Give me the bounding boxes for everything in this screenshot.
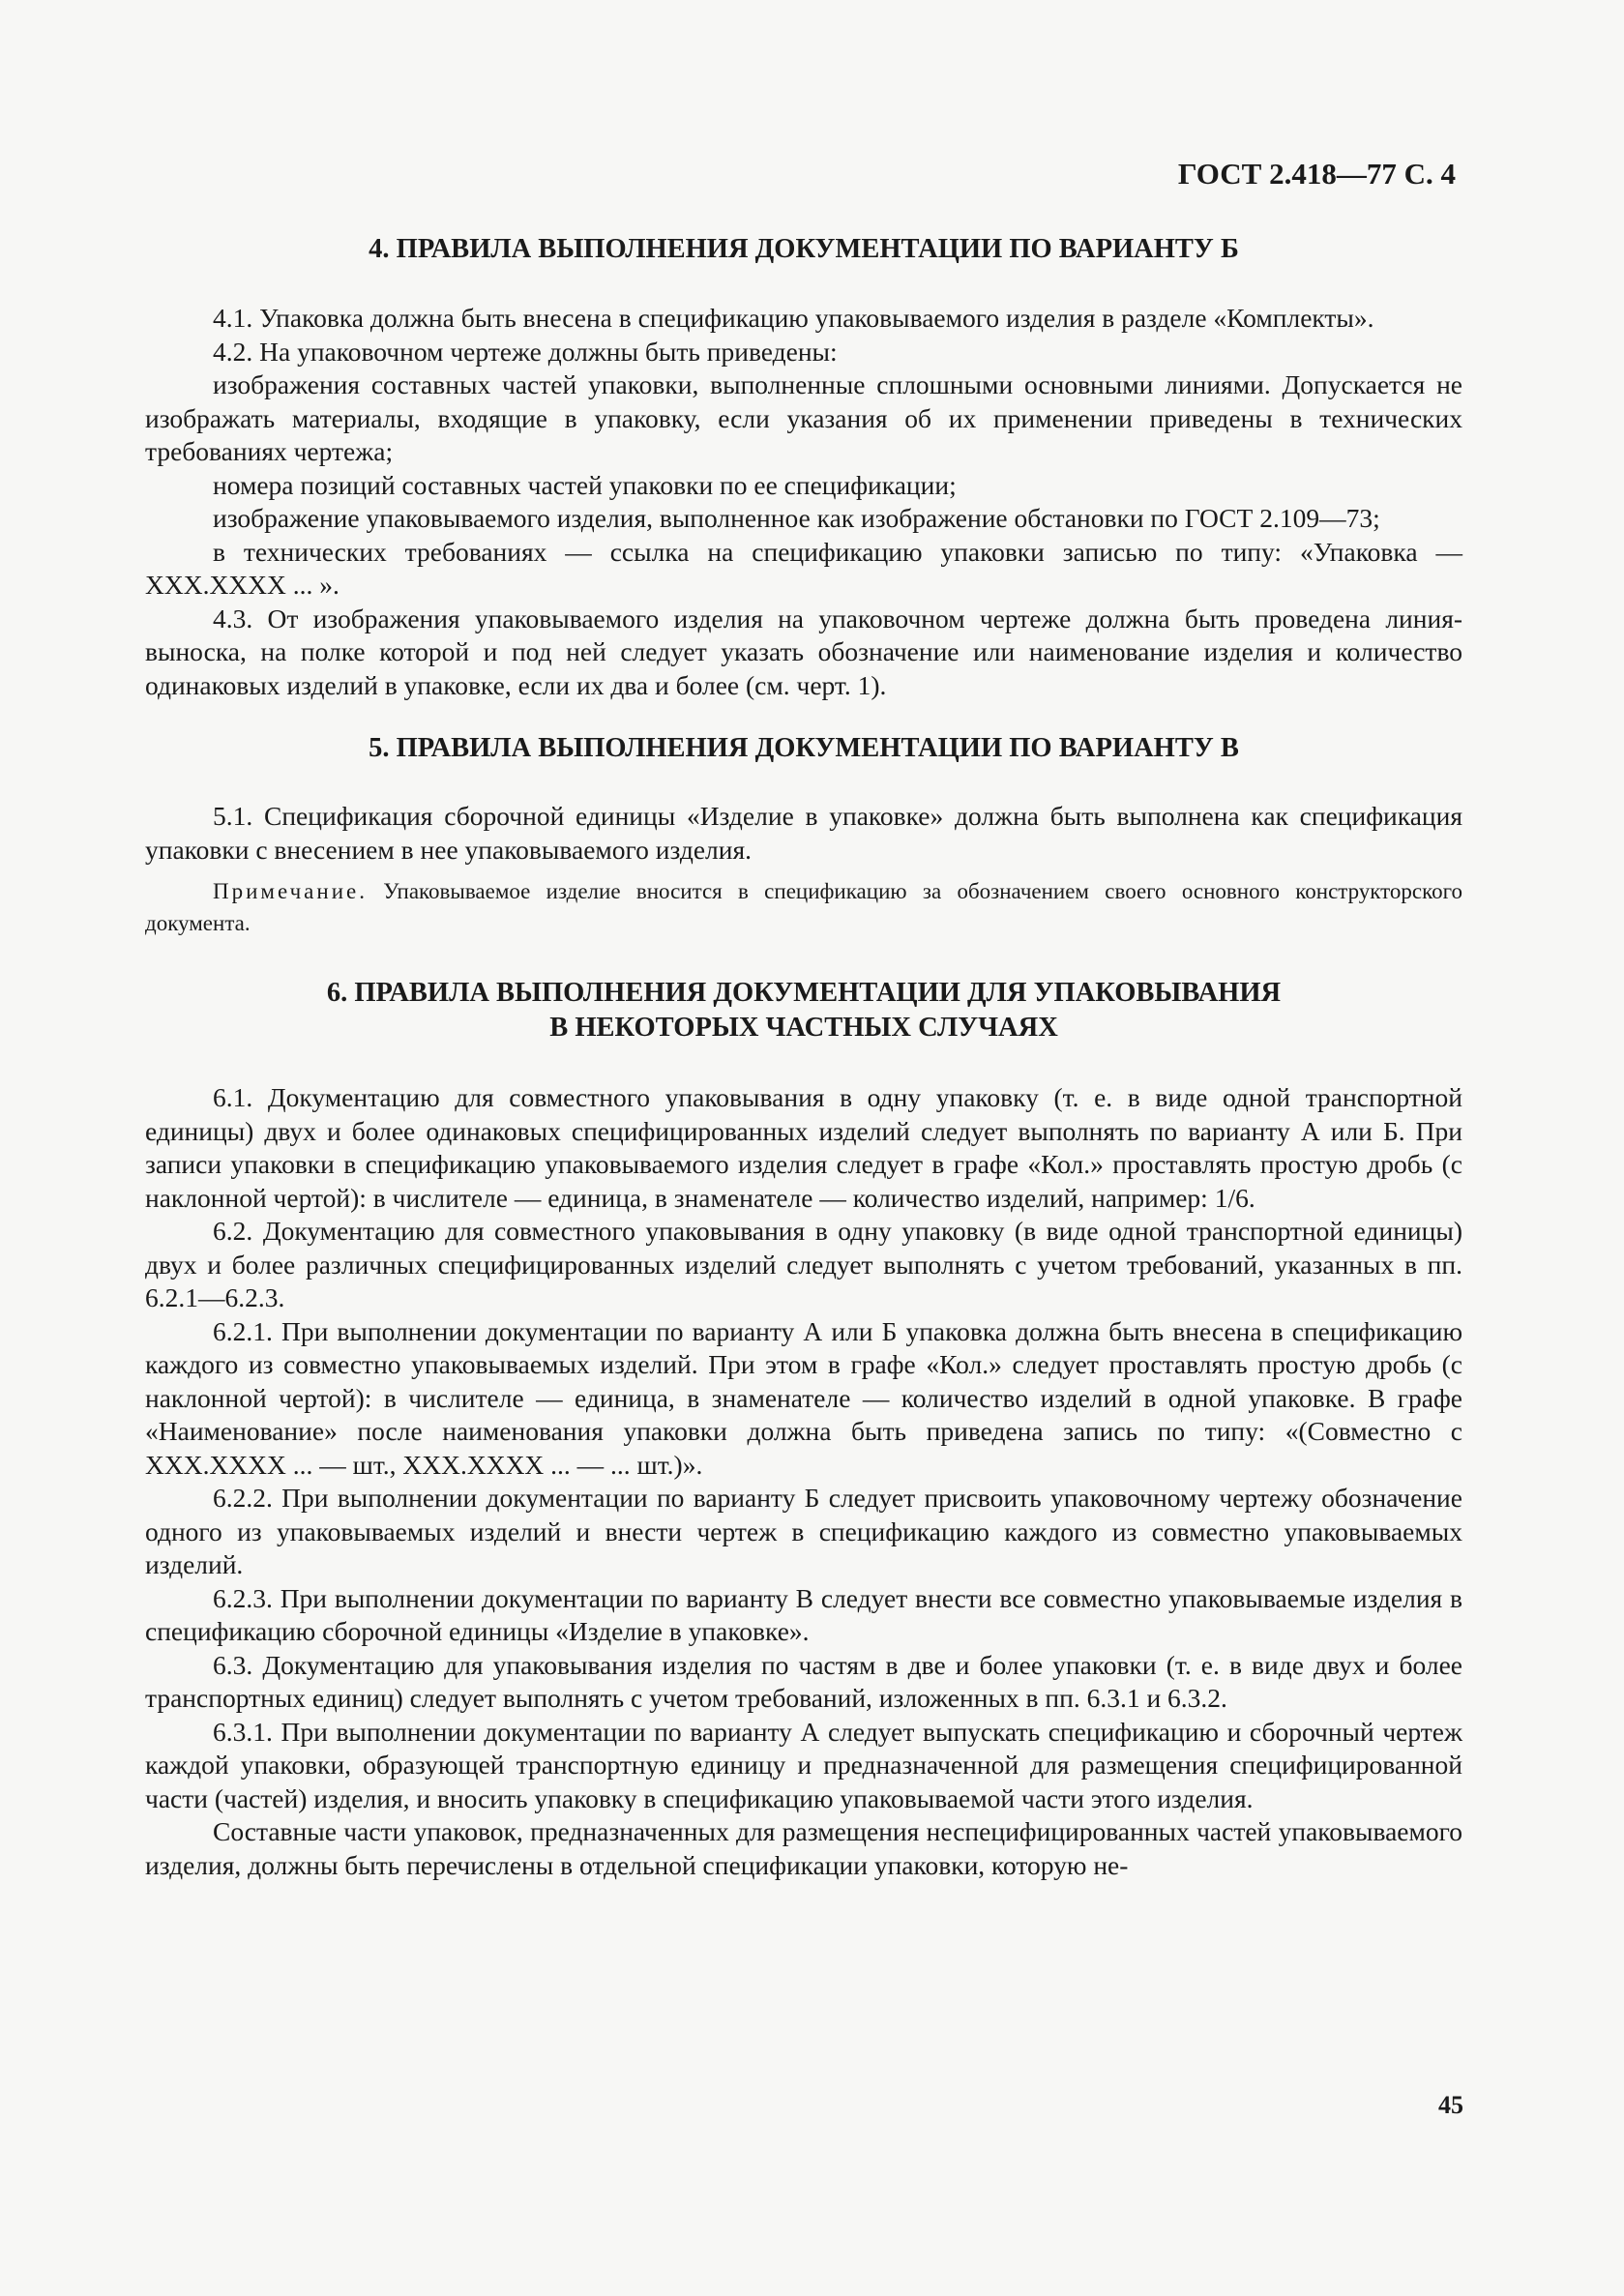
- paragraph: изображение упаковываемого изделия, выполненное как изображение обстановки по ГОСТ 2.109—73;: [213, 503, 1380, 533]
- section-4-heading: 4. ПРАВИЛА ВЫПОЛНЕНИЯ ДОКУМЕНТАЦИИ ПО ВАРИАНТУ Б: [369, 234, 1239, 264]
- paragraph: 6.3. Документацию для упаковывания изделия по частям в две и более упаковки (т. е. в виде двух и более транспортных единиц) следует выполнять с учетом требований, изложенных в пп. 6.3.1 и 6.3.2.: [145, 1649, 1462, 1713]
- paragraph: 6.2.3. При выполнении документации по варианту В следует внести все совместно упаковываемые изделия в спецификацию сборочной единицы «Изделие в упаковке».: [145, 1582, 1462, 1646]
- paragraph: 6.3.1. При выполнении документации по варианту А следует выпускать спецификацию и сборочный чертеж каждой упаковки, образующей транспортную единицу и предназначенной для размещения специфицированной части (частей) изделия, и вносить упаковку в спецификацию упаковываемой части этого изделия.: [145, 1716, 1462, 1813]
- note-label: Примечание.: [213, 879, 368, 903]
- note-text: Упаковываемое изделие вносится в спецификацию за обозначением своего основного конструкторского документа.: [145, 879, 1462, 935]
- paragraph: 6.2. Документацию для совместного упаковывания в одну упаковку (в виде одной транспортной единицы) двух и более различных специфицированных изделий следует выполнять с учетом требований, указанных в пп. 6.2.1—6.2.3.: [145, 1216, 1462, 1312]
- paragraph: 4.3. От изображения упаковываемого изделия на упаковочном чертеже должна быть проведена линия-выноска, на полке которой и под ней следует указать обозначение или наименование изделия и количество одинаковых изделий в упаковке, если их два и более (см. черт. 1).: [145, 603, 1462, 700]
- paragraph: изображения составных частей упаковки, выполненные сплошными основными линиями. Допускается не изображать материалы, входящие в упаковку, если указания об их применении приведены в технических требованиях чертежа;: [145, 369, 1462, 466]
- paragraph: Составные части упаковок, предназначенных для размещения неспецифицированных частей упаковываемого изделия, должны быть перечислены в отдельной спецификации упаковки, которую не-: [145, 1816, 1462, 1880]
- paragraph: 4.2. На упаковочном чертеже должны быть приведены:: [213, 336, 838, 367]
- document-body: [145, 232, 1462, 1882]
- section-6-heading-line-1: 6. ПРАВИЛА ВЫПОЛНЕНИЯ ДОКУМЕНТАЦИИ ДЛЯ УПАКОВЫВАНИЯ: [326, 978, 1282, 1008]
- note: [145, 875, 1462, 939]
- standard-reference: ГОСТ 2.418—77 С. 4: [1177, 157, 1456, 191]
- paragraph: в технических требованиях — ссылка на спецификацию упаковки записью по типу: «Упаковка — ХХХ.ХХХХ ... ».: [145, 536, 1462, 600]
- page-number: 45: [1438, 2091, 1463, 2119]
- paragraph: 4.1. Упаковка должна быть внесена в спецификацию упаковываемого изделия в разделе «Комплекты».: [213, 303, 1374, 333]
- section-5-heading: 5. ПРАВИЛА ВЫПОЛНЕНИЯ ДОКУМЕНТАЦИИ ПО ВАРИАНТУ В: [369, 733, 1239, 763]
- paragraph: номера позиций составных частей упаковки по ее спецификации;: [213, 469, 957, 500]
- section-6-heading-line-2: В НЕКОТОРЫХ ЧАСТНЫХ СЛУЧАЯХ: [549, 1013, 1058, 1043]
- paragraph: 6.1. Документацию для совместного упаковывания в одну упаковку (т. е. в виде одной транспортной единицы) двух и более одинаковых специфицированных изделий следует выполнять по варианту А или Б. При записи упаковки в спецификацию упаковываемого изделия следует в графе «Кол.» проставлять простую дробь (с наклонной чертой): в числителе — единица, в знаменателе — количество изделий, например: 1/6.: [145, 1082, 1462, 1213]
- paragraph: 6.2.1. При выполнении документации по варианту А или Б упаковка должна быть внесена в спецификацию каждого из совместно упаковываемых изделий. При этом в графе «Кол.» следует проставлять простую дробь (с наклонной чертой): в числителе — единица, в знаменателе — количество изделий в одной упаковке. В графе «Наименование» после наименования упаковки должна быть приведена запись по типу: «(Совместно с ХХХ.ХХХХ ... — шт., ХХХ.ХХХХ ... — ... шт.)».: [145, 1315, 1462, 1480]
- section-6-heading: [145, 976, 1462, 1045]
- paragraph: 5.1. Спецификация сборочной единицы «Изделие в упаковке» должна быть выполнена как спецификация упаковки с внесением в нее упаковываемого изделия.: [145, 801, 1462, 865]
- paragraph: 6.2.2. При выполнении документации по варианту Б следует присвоить упаковочному чертежу обозначение одного из упаковываемых изделий и внести чертеж в спецификацию каждого из совместно упаковываемых изделий.: [145, 1483, 1462, 1579]
